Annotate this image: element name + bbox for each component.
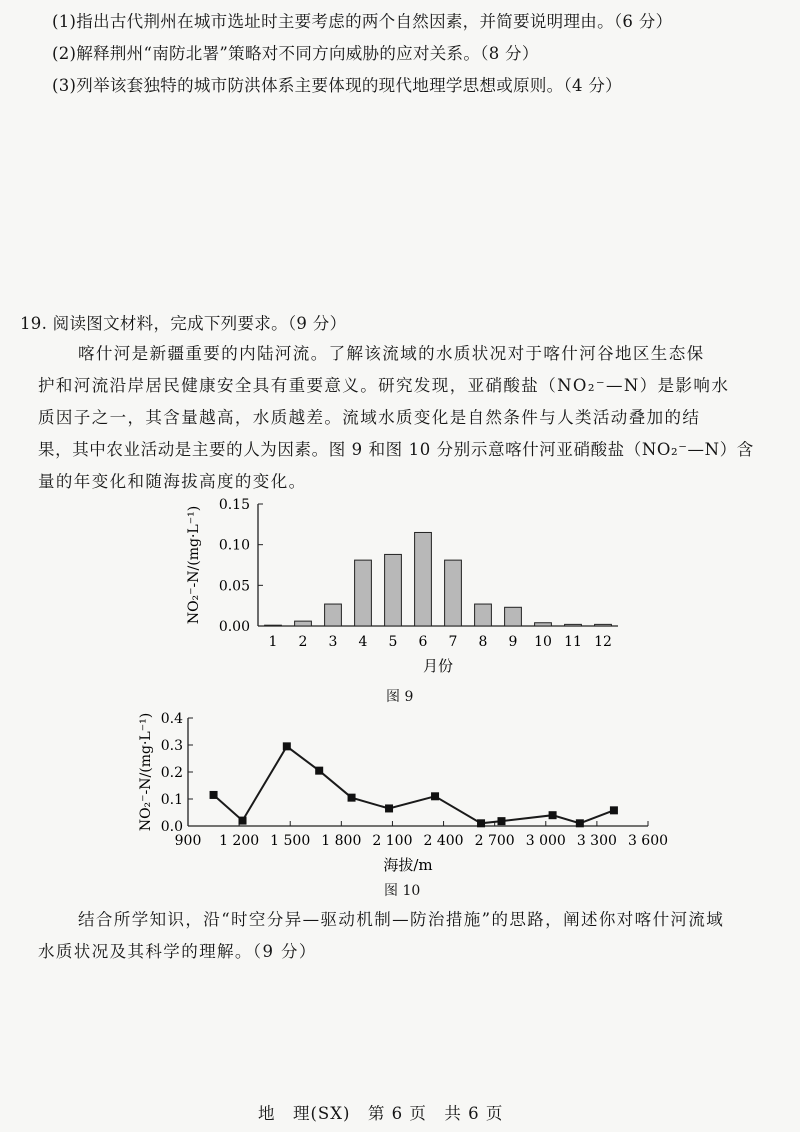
bar-month-4 (355, 560, 372, 626)
x-tick-label: 1 800 (321, 833, 362, 849)
bar-month-1 (265, 625, 282, 626)
bar-month-6 (415, 532, 432, 626)
data-point (497, 817, 505, 825)
y-tick-label: 0.15 (218, 497, 250, 513)
data-point (549, 811, 557, 819)
question-19-task (38, 904, 724, 968)
y-tick-label: 0.3 (160, 738, 183, 754)
material-line: 果，其中农业活动是主要的人为因素。图 9 和图 10 分别示意喀什河亚硝酸盐（NO₂⁻—N）含 (38, 440, 754, 459)
x-tick-label: 8 (478, 634, 488, 650)
question-19-material (38, 338, 754, 498)
bar-month-2 (295, 621, 312, 626)
x-axis-label: 月份 (422, 657, 454, 675)
bar-month-7 (445, 560, 462, 626)
x-tick-label: 10 (534, 634, 552, 650)
x-tick-label: 12 (594, 634, 612, 650)
y-tick-label: 0.4 (160, 711, 183, 727)
bar-month-10 (535, 623, 552, 626)
task-line: 水质状况及其科学的理解。（9 分） (38, 942, 317, 961)
bar-month-5 (385, 554, 402, 626)
y-tick-label: 0.10 (218, 537, 250, 554)
x-tick-label: 2 100 (372, 833, 413, 849)
x-tick-label: 1 500 (270, 833, 311, 849)
task-line: 结合所学知识，沿“时空分异—驱动机制—防治措施”的思路，阐述你对喀什河流域 (78, 910, 725, 929)
x-tick-label: 2 700 (474, 833, 515, 849)
question-19-heading: 19. 阅读图文材料，完成下列要求。（9 分） (20, 314, 347, 333)
x-tick-label: 3 000 (525, 833, 566, 849)
bar-month-8 (475, 604, 492, 626)
x-tick-label: 9 (508, 634, 518, 650)
y-axis-label: NO₂⁻-N/(mg·L⁻¹) (138, 712, 154, 832)
figure-10-caption: 图 10 (384, 883, 421, 899)
bar-month-9 (505, 607, 522, 626)
figure-9-bar-chart (0, 492, 800, 682)
y-axis-label: NO₂⁻-N/(mg·L⁻¹) (186, 505, 202, 625)
question-18-part3: (3)列举该套独特的城市防洪体系主要体现的现代地理学思想或原则。（4 分） (52, 76, 622, 95)
data-point (576, 819, 584, 827)
material-line: 喀什河是新疆重要的内陆河流。了解该流域的水质状况对于喀什河谷地区生态保 (78, 344, 705, 363)
y-tick-label: 0.05 (218, 578, 250, 595)
y-tick-label: 0.1 (160, 792, 183, 808)
data-point (315, 767, 323, 775)
data-point (283, 742, 291, 750)
bar-month-11 (565, 624, 582, 626)
data-point (431, 792, 439, 800)
question-18-part1: (1)指出古代荆州在城市选址时主要考虑的两个自然因素，并简要说明理由。（6 分） (52, 12, 673, 31)
x-tick-label: 5 (388, 634, 398, 650)
x-tick-label: 4 (358, 634, 368, 650)
x-tick-label: 6 (418, 634, 428, 650)
x-tick-label: 1 (268, 634, 278, 650)
y-tick-label: 0.0 (160, 819, 183, 835)
x-tick-label: 900 (174, 833, 202, 849)
x-tick-label: 3 300 (576, 833, 617, 849)
data-point (210, 791, 218, 799)
bar-month-12 (595, 624, 612, 626)
x-axis-label: 海拔/m (383, 856, 433, 874)
question-18-part2: (2)解释荆州“南防北署”策略对不同方向威胁的应对关系。（8 分） (52, 44, 539, 63)
figure-9-caption: 图 9 (386, 689, 414, 705)
figure-10-line-chart (0, 708, 800, 888)
x-tick-label: 3 (328, 634, 338, 650)
x-tick-label: 1 200 (219, 833, 260, 849)
x-tick-label: 2 (298, 634, 308, 650)
x-tick-label: 7 (448, 634, 458, 650)
material-line: 量的年变化和随海拔高度的变化。 (38, 472, 307, 491)
data-point (477, 819, 485, 827)
data-point (348, 794, 356, 802)
x-tick-label: 3 600 (627, 833, 669, 849)
bar-month-3 (325, 604, 342, 626)
material-line: 质因子之一，其含量越高，水质越差。流域水质变化是自然条件与人类活动叠加的结 (38, 408, 701, 427)
data-point (610, 806, 618, 814)
y-tick-label: 0.00 (218, 619, 250, 635)
y-tick-label: 0.2 (160, 765, 183, 781)
data-point (385, 804, 393, 812)
page-footer: 地 理(SX) 第 6 页 共 6 页 (258, 1104, 504, 1123)
x-tick-label: 11 (564, 634, 582, 650)
material-line: 护和河流沿岸居民健康安全具有重要意义。研究发现，亚硝酸盐（NO₂⁻—N）是影响水 (38, 376, 730, 395)
x-tick-label: 2 400 (423, 833, 464, 849)
data-point (239, 817, 247, 825)
